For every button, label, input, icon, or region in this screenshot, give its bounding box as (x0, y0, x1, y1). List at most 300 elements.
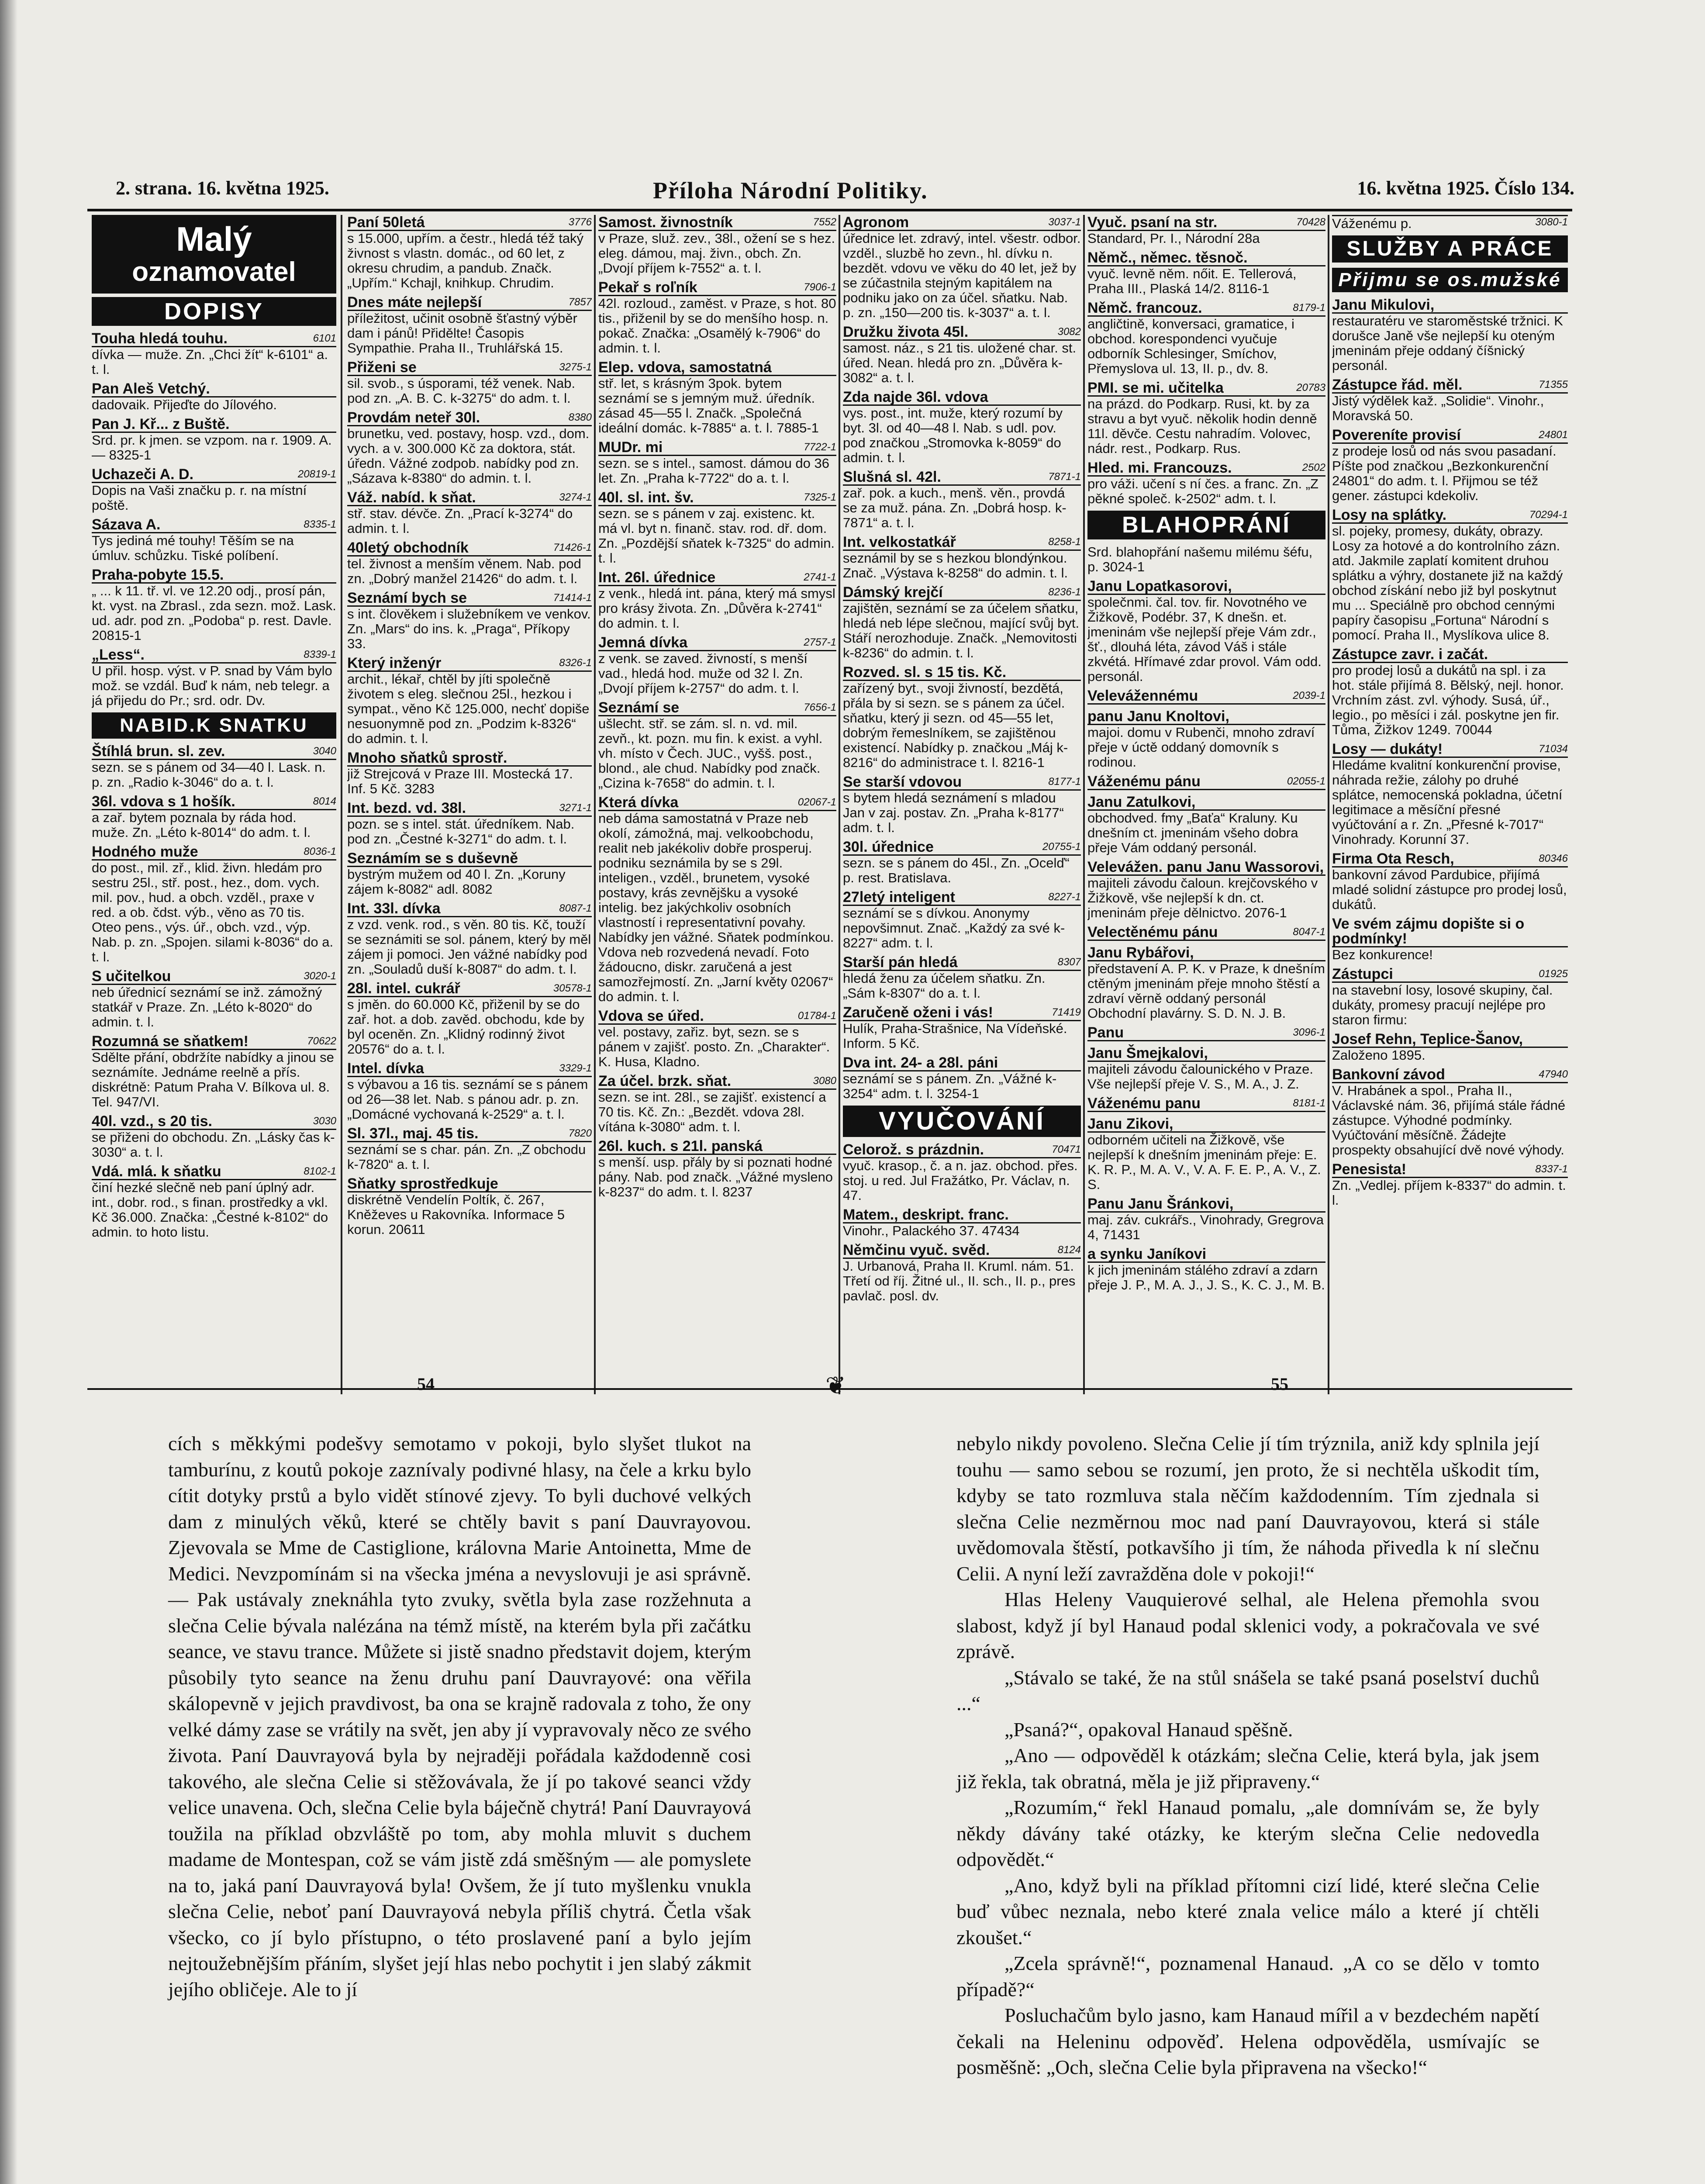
ad-text: z vzd. venk. rod., s věn. 80 tis. Kč, touží se seznámiti se sol. pánem, který by měl zájem ji pomoci. Jen vážné nabídky pod zn. „Souladů duší k-8087“ do adm. t. l. (347, 917, 591, 977)
ad-text: Váženému p. (1332, 216, 1412, 231)
ad-heading-text: Velectěnému pánu (1087, 924, 1218, 940)
classified-ad (598, 795, 836, 1004)
classified-ad (598, 360, 836, 435)
ad-text: sezn. se s intel., samost. dámou do 36 let. Zn. „Praha k-7722“ do a. t. l. (598, 456, 829, 486)
ad-text: úřednice let. zdravý, intel. všestr. odbor. vzděl., sluzbě ho zevn., hl. dívku n. bezdět. vdovu ve věku do 40 let, jež by se zúčastnila stejným kapitálem na podniku jako on za účel. sňatku. Nab. p. zn. „150—200 tis. k-3037“ a. t. l. (843, 231, 1081, 320)
ad-code: 8258-1 (1048, 536, 1081, 548)
classified-ad (92, 1164, 336, 1240)
ad-heading-text: 36l. vdova s 1 hošík. (92, 793, 235, 810)
classified-ad (843, 1055, 1081, 1101)
header-rule (87, 209, 1572, 211)
ad-text: brunetku, ved. postavy, hosp. vzd., dom. vych. a v. 300.000 Kč za doktora, stát. úředn. Vážné zodpob. nabídky pod zn. „Sázava k-8380“ do admin. t. l. (347, 426, 590, 486)
classified-ad (843, 1243, 1081, 1303)
header-right: 16. května 1925. Číslo 134. (1357, 177, 1574, 199)
book-paragraph: „Ano — odpověděl k otázkám; slečna Celie, která byla, jak jsem již řekla, tak obratná, měla je již připraveny.“ (956, 1744, 1539, 1793)
ad-code: 8236-1 (1048, 586, 1081, 598)
ad-text: představení A. P. K. v Praze, k dnešním ctěným jmeninám přeje mnoho štěstí a zdraví věrně oddaný personál Obchodní plavárny. S. D. N. J. B. (1087, 961, 1325, 1021)
ad-heading (843, 665, 1081, 681)
classified-ad (1087, 795, 1325, 855)
ad-code: 3329-1 (559, 1062, 592, 1074)
ad-heading (347, 901, 592, 917)
ad-text: s jměn. do 60.000 Kč, přiženil by se do zař. hot. a dob. zavěd. obchodu, kde by byl oceněn. Zn. „Klidný rodinný život 20576“ do a. t. l. (347, 997, 584, 1057)
ad-code: 70294-1 (1529, 509, 1568, 521)
ad-heading-text: Která dívka (598, 794, 679, 811)
ad-heading (598, 700, 836, 716)
ad-code: 3275-1 (559, 361, 592, 373)
classified-ad (1087, 925, 1325, 941)
ad-code: 8326-1 (559, 657, 592, 669)
ad-text: k jich jmeninám stálého zdraví a zdarn přeje J. P., M. A. J., J. S., K. C. J., M. B. (1087, 1262, 1325, 1292)
ad-heading-text: Provdám neteř 30l. (347, 409, 480, 426)
classified-ad (92, 417, 336, 463)
ad-heading-text: 40letý obchodník (347, 539, 469, 556)
classified-ad (1087, 1096, 1325, 1112)
ad-text: v Praze, služ. zev., 38l., ožení se s hez. eleg. dámou, maj. živn., obch. Zn. „Dvojí příjem k-7552“ a. t. l. (598, 231, 835, 276)
ad-heading-text: Dva int. 24- a 28l. páni (843, 1054, 998, 1071)
book-paragraph: Hlas Heleny Vauquierové selhal, ale Helena přemohla svou slabost, když jí byl Hanaud podal sklenici vody, a pokračovala ve své zprávě. (956, 1588, 1539, 1662)
book-page-left (168, 1431, 751, 2002)
column-rule (1083, 215, 1085, 1394)
classified-ad (1332, 916, 1568, 962)
ad-heading-text: Ve svém zájmu dopište si o podmínky! (1332, 916, 1525, 947)
ad-heading (1332, 377, 1568, 394)
ad-text: s 15.000, upřím. a čestr., hledá též taký živnost s vlastn. domác., od 60 let, z okresu chrudim, a pandub. Značk. „Upřím.“ Kchajl, knihkup. Chrudim. (347, 231, 584, 290)
header-left: 2. strana. 16. května 1925. (116, 177, 329, 199)
ad-text: Dopis na Vaši značku p. r. na místní poště. (92, 483, 307, 513)
classified-ad (843, 535, 1081, 581)
ad-heading-text: Pan Aleš Vetchý. (92, 380, 210, 397)
ad-heading (347, 540, 592, 556)
ad-heading-text: a synku Janíkovi (1087, 1246, 1207, 1262)
ad-heading (347, 656, 592, 672)
ad-heading (92, 417, 336, 433)
ad-heading (92, 1034, 336, 1050)
classified-ad (1087, 460, 1325, 506)
ad-text: Založeno 1895. (1332, 1047, 1425, 1063)
ad-text: Vinohr., Palackého 37. 47434 (843, 1223, 1020, 1238)
classified-ad (598, 215, 836, 276)
ad-heading (1332, 916, 1568, 947)
ad-heading (1087, 925, 1325, 941)
ad-code: 71419 (1052, 1006, 1081, 1018)
ad-heading (1332, 1162, 1568, 1178)
classified-ad (347, 1126, 592, 1172)
ad-text: s int. člověkem i služebníkem ve venkov. Zn. „Mars“ do ins. k. „Praga“, Příkopy 33. (347, 606, 591, 651)
ad-code: 3274-1 (559, 491, 592, 503)
ad-heading (92, 567, 336, 584)
ad-heading (347, 215, 592, 231)
ad-text: s bytem hledá seznámení s mladou Jan v zaj. postav. Zn. „Praha k-8177“ adm. t. l. (843, 790, 1064, 835)
ad-text: obchodved. fmy „Baťa“ Kraluny. Ku dnešním ct. jmeninám všeho dobra přeje Vám oddaný personál. (1087, 810, 1298, 855)
ad-heading-text: Seznámí se (598, 699, 680, 716)
section-vyucovani: VYUČOVÁNÍ (843, 1106, 1081, 1137)
ad-heading (347, 410, 592, 426)
ad-heading (598, 795, 836, 811)
ad-heading-text: Jemná dívka (598, 634, 688, 651)
ad-heading (598, 215, 836, 231)
ad-text: na prázd. do Podkarp. Rusi, kt. by za stravu a byt vyuč. několik hodin denně 11l. děvče. Cestu nahradím. Volovec, nádr. rest., Podkarp. Rus. (1087, 396, 1317, 456)
section-sluzby: SLUŽBY A PRÁCE (1332, 235, 1568, 263)
column-rule (839, 215, 840, 1394)
ad-heading-text: MUDr. mi (598, 439, 663, 456)
ad-text: neb dáma samostatná v Praze neb okolí, zámožná, maj. velkoobchodu, realit neb jakékoliv dobře prosperuj. podniku seznámila by se s 29l. inteligen., vzděl., brunetem, vysoké postavy, krás zevnějšku a vysoké intelig. bez jakýchkoliv osobních vlastností i representativní povahy. Nabídky jen vážné. Sňatek podmínkou. Vdova neb rozvedená nevadí. Foto žádoucno, diskr. zaručená a jest samozřejmostí. Zn. „Jarní květy 02067“ do admin. t. l. (598, 811, 834, 1004)
ad-text: se přiženi do obchodu. Zn. „Lásky čas k-3030“ a. t. l. (92, 1130, 335, 1160)
ad-text: Zn. „Vedlej. příjem k-8337“ do admin. t. l. (1332, 1178, 1566, 1208)
ad-heading (598, 280, 836, 296)
ad-text: zajištěn, seznámí se za účelem sňatku, hledá neb lépe slečnou, mající svůj byt. Stáří nerozhoduje. Značk. „Nemovitosti k-8236“ do admin. t. l. (843, 601, 1080, 660)
classified-ad (598, 570, 836, 631)
ad-heading-text: Praha-pobyte 15.5. (92, 567, 224, 583)
book-paragraph: „Ano, když byli na příklad přítomni cizí lidé, které slečna Celie buď vůbec neznala, nebo které znala velice málo a které jí chtěli zkoušet.“ (956, 1874, 1539, 1949)
classified-ad (92, 467, 336, 513)
ad-heading (843, 1055, 1081, 1071)
ad-code: 2757-1 (804, 636, 836, 648)
ad-heading (843, 535, 1081, 551)
ad-text: odborném učiteli na Žižkově, vše nejlepší k dnešním jmeninám přeje: E. K. R. P., M. A. V., V. A. F. E. P., A. V., Z. S. (1087, 1132, 1321, 1192)
classified-ad (1087, 545, 1325, 574)
classified-ad (1332, 851, 1568, 912)
classified-ad (1087, 215, 1325, 246)
ad-code: 2741-1 (804, 571, 836, 583)
classified-ad (1087, 774, 1325, 790)
ad-heading-text: Zaručeně oženi i vás! (843, 1004, 993, 1021)
ad-heading-text: Němč. francouz. (1087, 300, 1202, 316)
ad-heading (1087, 460, 1325, 477)
ad-heading (843, 840, 1081, 856)
ad-text: dadovaik. Přijeďte do Jílového. (92, 397, 277, 412)
ad-heading (1087, 1046, 1325, 1062)
column-rule (1328, 215, 1329, 1394)
ad-text: angličtině, konversaci, gramatice, i obchod. korespondenci vyučuje odborník Schlesinger, Smíchov, Přemyslova ul. 13, II. p., dv. 8. (1087, 316, 1294, 376)
ad-heading-text: S učitelkou (92, 968, 171, 985)
ad-heading (92, 744, 336, 760)
classified-ad (92, 1114, 336, 1160)
book-paragraph: Posluchačům bylo jasno, kam Hanaud mířil a v bezdechém napětí čekali na Heleninu odpověď. Helena odpověděla, usmívajíc se posměšně: „Och, slečna Celie byla připravena na všecko!“ (956, 2004, 1539, 2078)
ad-code: 3082 (1057, 326, 1081, 338)
classified-ad (92, 647, 336, 708)
ad-heading (92, 794, 336, 810)
classified-ad (347, 851, 592, 897)
ad-heading (1332, 508, 1568, 524)
ad-heading (843, 1207, 1081, 1223)
ad-text: Sdělte přání, obdržíte nabídky a jinou se seznámíte. Jednáme reelně a přís. diskrétně: Patum Praha V. Bílkova ul. 8. Tel. 947/VI. (92, 1050, 334, 1109)
classified-ad (347, 215, 592, 290)
ad-text: Srd. pr. k jmen. se vzpom. na r. 1909. A.— 8325-1 (92, 432, 332, 463)
ad-text: vyuč. levně něm. nőit. E. Tellerová, Praha III., Plaská 14/2. 8116-1 (1087, 266, 1297, 296)
ad-heading (1087, 945, 1325, 961)
ad-heading-text: Štíhlá brun. sl. zev. (92, 743, 225, 760)
ad-heading-text: Losy — dukáty! (1332, 741, 1443, 757)
ad-text: na stavební losy, losové skupiny, čal. dukáty, promesy pracují nejlépe pro staron firmu: (1332, 982, 1553, 1027)
ad-heading-text: Starší pán hledá (843, 954, 958, 971)
ad-code: 3096-1 (1293, 1026, 1325, 1038)
classifieds-column-3 (598, 215, 836, 1386)
ad-code: 7857 (568, 296, 592, 308)
ad-heading-text: Int. bezd. vd. 38l. (347, 800, 466, 816)
ad-heading (1087, 1247, 1325, 1263)
classified-ad (1087, 709, 1325, 770)
ad-heading-text: Seznámím se s duševně (347, 850, 518, 867)
classified-ad (347, 981, 592, 1057)
classified-ad (1087, 1247, 1325, 1292)
ad-heading-text: Váženému panu (1087, 1095, 1201, 1112)
ad-heading (843, 585, 1081, 601)
ad-text: J. Urbanová, Praha II. Kruml. nám. 51. Třetí od říj. Žitné ul., II. sch., II. p., pres pavlač. posl. dv. (843, 1258, 1076, 1303)
ad-heading-text: Přiženi se (347, 359, 417, 376)
classified-ad (347, 1176, 592, 1237)
ad-text: restauratéru ve staroměstské tržnici. K dorušce Janě vše nejlepší ku oteným jmeninám přeje oddaný číšnický personál. (1332, 313, 1563, 373)
ad-heading (843, 890, 1081, 906)
classified-ad (843, 1207, 1081, 1238)
ad-code: 8380 (568, 411, 592, 423)
ad-text: Jistý výdělek kaž. „Solidie“. Vinohr., Moravská 50. (1332, 393, 1544, 423)
ad-heading-text: Sňatky sprostředkuje (347, 1175, 498, 1192)
ad-heading-text: Paní 50letá (347, 215, 425, 231)
ad-heading-text: Sl. 37l., maj. 45 tis. (347, 1125, 479, 1142)
ad-heading-text: Hodného muže (92, 843, 198, 860)
classified-ad (843, 774, 1081, 835)
ad-heading (598, 635, 836, 651)
ad-heading (347, 295, 592, 311)
ad-code: 3020-1 (304, 970, 336, 982)
ad-heading-text: Vyuč. psaní na str. (1087, 215, 1218, 231)
ad-code: 8339-1 (304, 649, 336, 660)
ad-heading (843, 774, 1081, 791)
ad-heading (598, 360, 836, 376)
page-number-right: 55 (1271, 1374, 1288, 1394)
classified-ad (1332, 508, 1568, 643)
ad-heading-text: Hled. mi. Francouzs. (1087, 460, 1232, 476)
ad-heading-text: Uchazeči A. D. (92, 466, 194, 483)
classified-ad (843, 215, 1081, 320)
classified-ad (347, 295, 592, 356)
ad-text: sil. svob., s úsporami, též venek. Nab. pod zn. „A. B. C. k-3275“ do adm. t. l. (347, 376, 576, 406)
classified-ad (1087, 380, 1325, 456)
ad-text: tel. živnost a menším věnem. Nab. pod zn. „Dobrý manžel 21426“ do adm. t. l. (347, 556, 581, 586)
ad-heading-text: 30l. úřednice (843, 839, 934, 855)
ad-text: Standard, Pr. I., Národní 28a (1087, 231, 1260, 246)
classified-ad (843, 890, 1081, 950)
ad-code: 8102-1 (304, 1165, 336, 1177)
ad-heading-text: Janu Zatulkovi, (1087, 794, 1196, 810)
classified-ad (1332, 1032, 1568, 1063)
classified-ad (843, 1005, 1081, 1051)
ad-code: 8179-1 (1293, 302, 1325, 314)
classified-ad (843, 665, 1081, 770)
ad-text: již Strejcová v Praze III. Mostecká 17. Inf. 5 Kč. 3283 (347, 766, 573, 796)
ad-text: archit., lékař, chtěl by jíti společně životem s eleg. slečnou 25l., hezkou i sympat., věno Kč 125.000, nechť dopiše nesuonymně pod zn. „Podzim k-8326“ do admin. t. l. (347, 671, 590, 746)
ad-code: 30578-1 (553, 982, 592, 994)
book-paragraph: nebylo nikdy povoleno. Slečna Celie jí tím trýznila, aniž kdy splnila její touhu — samo sebou se rozumí, jen proto, že si nechtěla uškodit tím, kdyby se tato rozmluva stala něčím každodenním. Tím zjednala si slečna Celie nezměrnou moc nad paní Dauvrayovou, která si stále uvědomovala štěstí, potkavšího ji tím, že náhoda přivedla k ní slečnu Celii. A nyní leží zavražděna dole v pokoji!“ (956, 1432, 1539, 1585)
ad-code: 8177-1 (1048, 776, 1081, 788)
ad-heading-text: Panu (1087, 1024, 1124, 1041)
ad-code: 8181-1 (1293, 1097, 1325, 1109)
ad-code: 24801 (1539, 429, 1568, 441)
ad-heading (1332, 851, 1568, 867)
ad-code: 01925 (1539, 968, 1568, 980)
ad-code: 70471 (1052, 1144, 1081, 1155)
ad-text: stř. stav. dévče. Zn. „Prací k-3274“ do admin. t. l. (347, 506, 573, 536)
ad-text: seznámí se s pánem. Zn. „Vážné k-3254“ adm. t. l. 3254-1 (843, 1071, 1057, 1101)
classifieds-column-6 (1332, 215, 1568, 1386)
ad-code: 8227-1 (1048, 891, 1081, 903)
ad-heading-text: Zástupce řád. měl. (1332, 377, 1463, 393)
classified-ad (843, 840, 1081, 885)
section-blahoprani: BLAHOPRÁNÍ (1087, 511, 1325, 539)
ad-heading (347, 490, 592, 506)
ad-heading (843, 955, 1081, 971)
ad-code: 3030 (313, 1115, 336, 1127)
ad-heading (1332, 967, 1568, 983)
ad-heading (92, 647, 336, 663)
ad-heading-text: 40l. sl. int. šv. (598, 489, 694, 506)
classified-ad (347, 410, 592, 486)
classified-ad (1332, 1162, 1568, 1208)
classified-ad (1087, 1046, 1325, 1092)
ad-text: vyuč. krasop., č. a n. jaz. obchod. přes. stoj. u red. Jul Fražátko, Pr. Václav, n. 47. (843, 1158, 1078, 1203)
masthead (92, 215, 336, 294)
ad-heading-text: Int. 26l. úřednice (598, 569, 716, 586)
ad-code: 7871-1 (1048, 471, 1081, 483)
ad-heading (347, 851, 592, 867)
ad-code: 70428 (1296, 216, 1325, 228)
header-center: Příloha Národní Politiky. (653, 177, 928, 204)
ad-heading (1087, 688, 1325, 705)
ad-heading-text: Janu Lopatkasorovi, (1087, 578, 1232, 594)
ad-heading-text: Sázava A. (92, 516, 161, 533)
ad-code: 3271-1 (559, 802, 592, 814)
ad-heading-text: Samost. živnostník (598, 215, 733, 231)
ad-heading (92, 969, 336, 985)
classified-ad (1332, 377, 1568, 423)
ad-heading (92, 331, 336, 347)
ad-heading-text: Matem., deskript. franc. (843, 1206, 1009, 1223)
classified-ad (1332, 1067, 1568, 1158)
ad-code: 2502 (1302, 462, 1325, 473)
section-dopisy: DOPISY (92, 297, 336, 326)
ad-heading (598, 1139, 836, 1155)
book-paragraph: „Zcela správně!“, poznamenal Hanaud. „A co se dělo v tomto případě?“ (956, 1952, 1539, 2001)
classified-ad (347, 801, 592, 847)
ad-heading (1087, 709, 1325, 725)
book-paragraph: „Rozumím,“ řekl Hanaud pomalu, „ale domnívám se, že byly někdy dávány také otázky, ke kterým slečna Celie nedovedla odpovědět.“ (956, 1796, 1539, 1870)
ad-text: majoi. domu v Rubenči, mnoho zdraví přeje v úctě oddaný domovník s rodinou. (1087, 725, 1315, 770)
ad-text: ušlecht. stř. se zám. sl. n. vd. mil. zevň., kt. pozn. mu fin. k exist. a vyhl. vh. místo v Čech. JUC., vyšš. post., blond., ale chud. Nabídky pod značk. „Cizina k-7658“ do admin. t. l. (598, 716, 823, 791)
ad-heading (347, 1061, 592, 1077)
ad-heading-text: 27letý inteligent (843, 889, 955, 905)
classified-ad (598, 635, 836, 696)
ad-heading (92, 1114, 336, 1130)
ad-heading-text: Váženému pánu (1087, 773, 1201, 790)
ad-heading (843, 215, 1081, 231)
ad-heading (1087, 774, 1325, 790)
ad-code: 80346 (1539, 853, 1568, 864)
page-number-left: 54 (417, 1374, 435, 1394)
ad-text: zařízený byt., svoji živností, bezdětá, přála by si sezn. se s pánem za účel. sňatku, který ji sezn. od 45—55 let, dobrým řemeslníkem, se zajištěnou existencí. Nabídky p. značkou „Máj k-8216“ do administrace t. l. 8216-1 (843, 681, 1068, 770)
ad-heading-text: Penesista! (1332, 1161, 1407, 1178)
ad-code: 7722-1 (804, 441, 836, 453)
ad-text: Bez konkurence! (1332, 947, 1433, 962)
ad-heading (843, 325, 1081, 341)
ad-code: 7325-1 (804, 491, 836, 503)
ad-heading (598, 490, 836, 506)
ad-heading-text: Povereníte provisí (1332, 427, 1461, 443)
ad-code: 20783 (1296, 382, 1325, 394)
ad-heading-text: Touha hledá touhu. (92, 330, 228, 347)
ad-heading-text: Za účel. brzk. sňat. (598, 1073, 732, 1089)
ad-heading (1332, 1032, 1568, 1048)
ad-code: 02055-1 (1287, 775, 1325, 787)
ad-heading-text: „Less“. (92, 646, 145, 663)
ad-heading (598, 1009, 836, 1025)
classified-ad (347, 750, 592, 796)
ad-heading (1087, 301, 1325, 317)
ad-text: vel. postavy, zařiz. byt, sezn. se s pánem v zajišť. posto. Zn. „Charakter“. K. Husa, Kladno. (598, 1024, 830, 1069)
classified-ad (598, 440, 836, 486)
ad-heading-text: Pan J. Kř... z Buště. (92, 416, 230, 432)
ad-code: 01784-1 (797, 1010, 836, 1022)
ad-code: 3040 (313, 745, 336, 757)
ad-heading-text: PMI. se mi. učitelka (1087, 380, 1224, 396)
ad-heading (1087, 1096, 1325, 1112)
ad-text: z prodeje losů od nás svou pasadaní. Píšte pod značkou „Bezkonkurenční 24801“ do adm. t. l. Přijmou se též gener. zástupci kdekoliv. (1332, 443, 1557, 503)
ad-heading-text: Váž. nabíd. k sňat. (347, 489, 476, 506)
ad-code: 70622 (307, 1035, 336, 1047)
classified-ad (1332, 297, 1568, 373)
ad-code: 7552 (813, 216, 836, 228)
ad-heading-text: Elep. vdova, samostatná (598, 359, 772, 376)
ad-heading-text: Rozved. sl. s 15 tis. Kč. (843, 664, 1007, 681)
ad-text: V. Hrabánek a spol., Praha II., Václavské nám. 36, přijímá stále řádné zástupce. Výhodné podmínky. Vyúčtování měsíčně. Žádejte prospekty obsahující dvě nové výhody. (1332, 1083, 1566, 1158)
classifieds-column-2 (347, 215, 592, 1386)
ad-text: Srd. blahopřání našemu milému šéfu, p. 3024-1 (1087, 544, 1313, 574)
classified-ad (92, 567, 336, 643)
book-paragraph: cích s měkkými podešvy semotamo v pokoji, bylo slyšet tlukot na tamburínu, z koutů pokoje zaznívaly podivné hlasy, na čele a krku bylo cítit dotyky prstů a bylo vidět stínové zjevy. To byli duchové velkých dam z minulých věků, které se chtěly bavit s paní Dauvrayovou. Zjevovala se Mme de Castiglione, královna Marie Antoinetta, Mme de Medici. Nevzpomínám si na všecka jména a nevyslovuji je asi správně. — Pak ustávaly zneknáhla tyto zvuky, světla byla zase rozžehnuta a slečna Celie bývala nalézána na témž místě, na kterém byla při začátku seance, ve stavu trance. Můžete si jistě snadno představit dojem, kterým působily tyto seance na ženu druhu paní Dauvrayové: ona věřila skálopevně v jejich pravdivost, ba ona se krajně radovala z toho, že ony velké dámy zase se vrátily na svět, jen aby jí vypravovaly něco ze svého života. Paní Dauvrayová byla by nejraději pořádala každodenně cosi takového, ale slečna Celie si stěžovávala, že jí po takové seanci vždy velice unavena. Och, slečna Celie byla báječně chytrá! Paní Dauvrayová toužila na příklad obzvláště po tom, aby mohla mluvit s duchem madame de Montespan, což se vám jistě zdá směšným — ale pomyslete na to, jaká paní Dauvrayová byla! Ovšem, že jí tuto myšlenku vnukla slečna Celie, neboť paní Dauvrayová nebyla příliš chytrá. Četla však všecko, co jí bylo přístupno, o této proslavené paní a bylo jejím nejtoužebnějším přáním, slyšet její hlas nebo pochytit i jen slabý zákmit jejího obličeje. Ale to jí (168, 1432, 751, 2001)
column-rule (594, 215, 596, 1394)
ad-heading (843, 1005, 1081, 1021)
ad-code: 6101 (313, 332, 336, 344)
ad-heading-text: Dámský krejčí (843, 584, 943, 601)
ad-text: zař. pok. a kuch., menš. věn., provdá se za muž. pána. Zn. „Dobrá hosp. k-7871“ a. t. l. (843, 485, 1066, 530)
ad-text: neb úřednicí seznámí se inž. zámožný statkář v Praze. Zn. „Léto k-8020“ do admin. t. l. (92, 985, 322, 1030)
ad-heading-text: Losy na splátky. (1332, 507, 1447, 523)
ad-heading-text: Pekař s roľník (598, 279, 697, 296)
ad-text: Tys jediná mé touhy! Těším se na úmluv. schůzku. Tiské políbení. (92, 533, 294, 563)
ad-heading (1087, 250, 1325, 266)
ad-heading (1087, 380, 1325, 397)
ad-code: 7656-1 (804, 702, 836, 713)
classified-ad (92, 331, 336, 377)
classified-ad (1087, 860, 1325, 920)
page-header (116, 177, 1574, 207)
ad-heading (1332, 1067, 1568, 1083)
ad-heading-text: Int. velkostatkář (843, 534, 956, 550)
ad-text: majiteli závodu čaloun. krejčovského v Žižkově, vše nejlepší k dn. ct. jmeninám přeje dělnictvo. 2076-1 (1087, 875, 1318, 920)
ad-heading (347, 360, 592, 376)
section-prijmu: Přijmu se os.mužské (1332, 268, 1568, 292)
masthead-line-1: Malý (176, 220, 252, 258)
book-page-right (956, 1431, 1539, 2080)
ad-heading (843, 1142, 1081, 1158)
section-snatku: NABID.K SNATKU (92, 712, 336, 739)
classified-ad (92, 969, 336, 1030)
book-paragraph: „Stávalo se také, že na stůl snášela se také psaná poselství duchů ...“ (956, 1666, 1539, 1714)
ad-heading (598, 1074, 836, 1090)
ad-text: U přil. hosp. výst. v P. snad by Vám bylo mož. se vzdál. Buď k nám, neb telegr. a já přijedu do Pr.; srd. odr. Dv. (92, 663, 332, 708)
classified-ad (347, 360, 592, 406)
classified-ad (347, 1061, 592, 1122)
ad-heading (598, 440, 836, 456)
